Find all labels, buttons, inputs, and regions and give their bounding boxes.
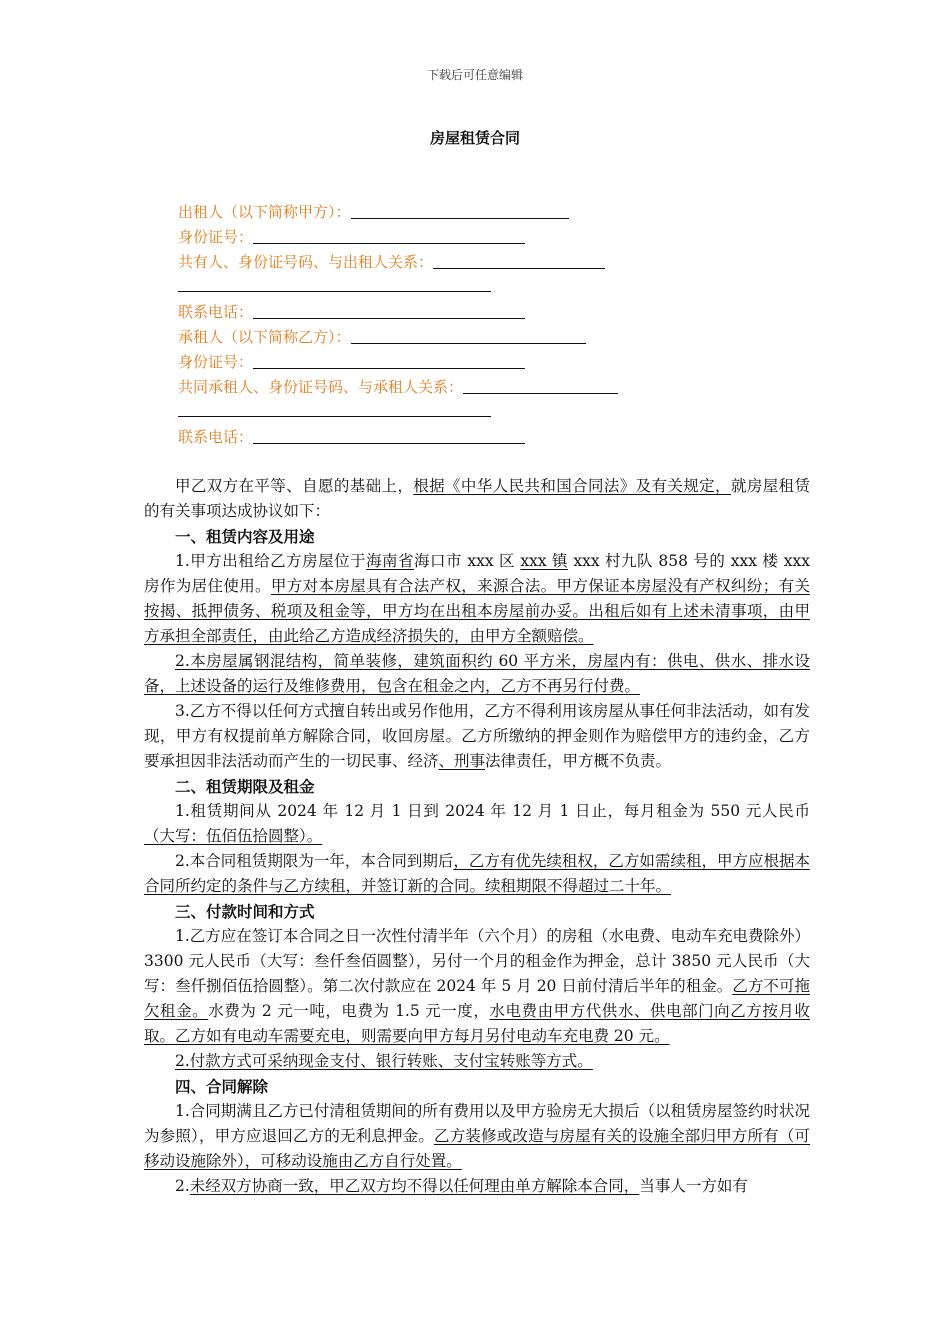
clause-paragraph: 1.租赁期间从 2024 年 12 月 1 日到 2024 年 12 月 1 日止，每月租金为 550 元人民币（大写：伍佰伍拾圆整）。 (144, 802, 810, 845)
clause-paragraph: 2.本房屋属钢混结构，简单装修，建筑面积约 60 平方米，房屋内有：供电、供水、排水设备，上述设备的运行及维修费用，包含在租金之内，乙方不再另行付费。 (144, 652, 810, 695)
blank-line[interactable] (433, 254, 605, 269)
blank-line[interactable] (253, 354, 525, 369)
blank-line[interactable] (178, 415, 491, 417)
clause-paragraph: 1.乙方应在签订本合同之日一次性付清半年（六个月）的房租（水电费、电动车充电费除外）3300 元人民币（大写：叁仟叁佰圆整），另付一个月的租金作为押金，总计 3850 元人民币（大写：叁仟捌佰伍拾圆整）。第二次付款应在 2024 年 5 月 20 日前付清后半年的租金。乙方不可拖欠租金。水费为 2 元一吨，电费为 1.5 元一度，水电费由甲方代供水、供电部门向乙方按月收取。乙方如有电动车需要充电，则需要向甲方每月另付电动车充电费 20 元。 (144, 927, 810, 1045)
co-lessee-field: 共同承租人、身份证号码、与承租人关系： (178, 378, 618, 396)
header-note: 下载后可任意编辑 (426, 68, 523, 82)
blank-line[interactable] (351, 204, 569, 219)
co-owner-field: 共有人、身份证号码、与出租人关系： (178, 253, 605, 271)
section-heading: 一、租赁内容及用途 (175, 527, 315, 546)
blank-line[interactable] (351, 329, 586, 344)
blank-line[interactable] (253, 429, 525, 444)
clause-paragraph: 1.合同期满且乙方已付清租赁期间的所有费用以及甲方验房无大损后（以租赁房屋签约时状况为参照），甲方应退回乙方的无利息押金。乙方装修或改造与房屋有关的设施全部归甲方所有（可移动设施除外），可移动设施由乙方自行处置。 (144, 1102, 810, 1170)
clause-paragraph: 2.本合同租赁期限为一年，本合同到期后，乙方有优先续租权，乙方如需续租，甲方应根据本合同所约定的条件与乙方续租，并签订新的合同。续租期限不得超过二十年。 (144, 852, 810, 895)
clause-paragraph: 1.甲方出租给乙方房屋位于海南省海口市 xxx 区 xxx 镇 xxx 村九队 858 号的 xxx 楼 xxx 房作为居住使用。甲方对本房屋具有合法产权，来源合法。甲方保证本房屋没有产权纠纷；有关按揭、抵押债务、税项及租金等，甲方均在出租本房屋前办妥。出租后如有上述未清事项，由甲方承担全部责任，由此给乙方造成经济损失的，由甲方全额赔偿。 (144, 552, 811, 645)
intro-paragraph: 甲乙双方在平等、自愿的基础上，根据《中华人民共和国合同法》及有关规定，就房屋租赁的有关事项达成协议如下： (144, 477, 810, 520)
section-heading: 二、租赁期限及租金 (175, 777, 315, 796)
blank-line[interactable] (178, 290, 491, 292)
lessor-id-field: 身份证号： (178, 228, 525, 246)
lessor-field: 出租人（以下简称甲方）： (178, 203, 569, 221)
lessee-id-field: 身份证号： (178, 353, 525, 371)
contract-body (144, 474, 810, 1199)
blank-line[interactable] (253, 229, 525, 244)
section-heading: 四、合同解除 (175, 1077, 269, 1096)
lessor-phone-field: 联系电话： (178, 303, 525, 321)
blank-line[interactable] (463, 379, 618, 394)
document-title: 房屋租赁合同 (429, 129, 520, 147)
lessee-field: 承租人（以下简称乙方）： (178, 328, 586, 346)
clause-paragraph: 3.乙方不得以任何方式擅自转出或另作他用，乙方不得利用该房屋从事任何非法活动，如有发现，甲方有权提前单方解除合同，收回房屋。乙方所缴纳的押金则作为赔偿甲方的违约金，乙方要承担因非法活动而产生的一切民事、经济、刑事法律责任，甲方概不负责。 (144, 702, 810, 770)
blank-line[interactable] (253, 304, 525, 319)
section-heading: 三、付款时间和方式 (175, 902, 315, 921)
lessee-phone-field: 联系电话： (178, 428, 525, 446)
clause-paragraph: 2.未经双方协商一致，甲乙双方均不得以任何理由单方解除本合同，当事人一方如有 (175, 1177, 748, 1195)
clause-paragraph: 2.付款方式可采纳现金支付、银行转账、支付宝转账等方式。 (175, 1052, 593, 1070)
